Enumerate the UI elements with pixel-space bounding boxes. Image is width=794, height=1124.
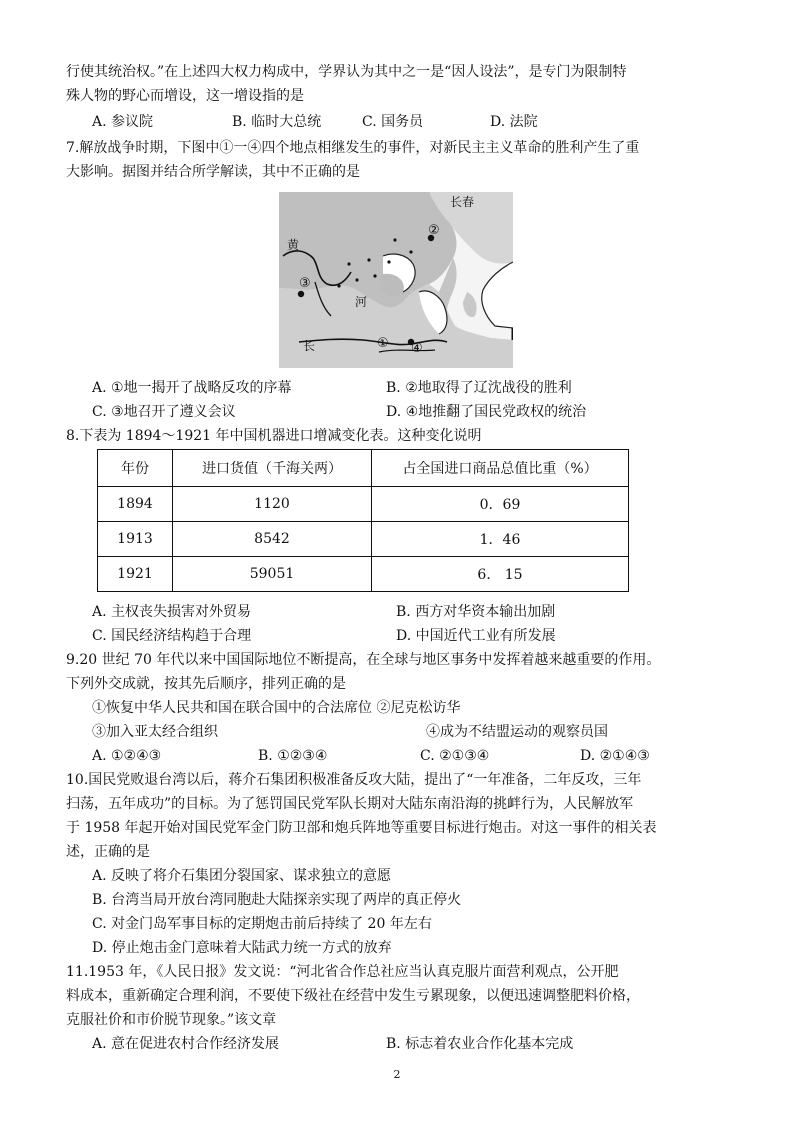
q11-option-b: B. 标志着农业合作化基本完成 bbox=[386, 1036, 574, 1052]
table-cell: 59051 bbox=[173, 557, 372, 592]
q10-option-d: D. 停止炮击金门意味着大陆武力统一方式的放弃 bbox=[92, 940, 392, 956]
q7-text-line-1: 7.解放战争时期，下图中①一④四个地点相继发生的事件，对新民主主义革命的胜利产生了重 bbox=[66, 140, 640, 156]
q9-text-line-2: 下列外交成就，按其先后顺序，排列正确的是 bbox=[66, 676, 346, 692]
table-header-value: 进口货值（千海关两） bbox=[173, 450, 372, 487]
q11-text-line-2: 料成本，重新确定合理利润，不要使下级社在经营中发生亏累现象，以便迅速调整肥料价格， bbox=[66, 988, 640, 1004]
q10-option-b: B. 台湾当局开放台湾同胞赴大陆探亲实现了两岸的真正停火 bbox=[92, 892, 462, 908]
table-cell: 8542 bbox=[173, 522, 372, 557]
q8-option-c: C. 国民经济结构趋于合理 bbox=[92, 628, 252, 644]
table-cell: 1913 bbox=[98, 522, 173, 557]
q9-item-4: ④成为不结盟运动的观察员国 bbox=[426, 724, 608, 740]
map-label-he: 河 bbox=[355, 295, 368, 309]
q11-option-a: A. 意在促进农村合作经济发展 bbox=[92, 1036, 280, 1052]
q7-option-c: C. ③地召开了遵义会议 bbox=[92, 404, 236, 420]
q8-option-d: D. 中国近代工业有所发展 bbox=[396, 628, 556, 644]
q9-option-a: A. ①②④③ bbox=[92, 748, 162, 764]
table-header-row bbox=[98, 450, 629, 487]
q7-option-b: B. ②地取得了辽沈战役的胜利 bbox=[386, 380, 572, 396]
q8-text: 8.下表为 1894～1921 年中国机器进口增减变化表。这种变化说明 bbox=[66, 428, 482, 444]
machinery-import-table bbox=[97, 449, 629, 592]
table-header-share: 占全国进口商品总值比重（%） bbox=[372, 450, 629, 487]
map-label-changchun: 长春 bbox=[450, 195, 475, 209]
table-row bbox=[98, 487, 629, 522]
q11-text-line-3: 克服社价和市价脱节现象。”该文章 bbox=[66, 1012, 277, 1028]
table-header-year: 年份 bbox=[98, 450, 173, 487]
table-cell: 1120 bbox=[173, 487, 372, 522]
table-cell: 6． 15 bbox=[372, 557, 629, 592]
q6-option-c: C. 国务员 bbox=[362, 114, 424, 130]
map-label-huang: 黄 bbox=[287, 238, 300, 252]
q10-text-line-3: 于 1958 年起开始对国民党军金门防卫部和炮兵阵地等重要目标进行炮击。对这一事件的相关表 bbox=[66, 820, 657, 836]
q10-text-line-1: 10.国民党败退台湾以后，蒋介石集团积极准备反攻大陆，提出了“一年准备，二年反攻，三年 bbox=[66, 772, 642, 788]
table-cell: 1．46 bbox=[372, 522, 629, 557]
map-label-chang: 长 bbox=[303, 339, 316, 353]
q9-item-1-2: ①恢复中华人民共和国在联合国中的合法席位 ②尼克松访华 bbox=[92, 700, 461, 716]
q8-option-a: A. 主权丧失损害对外贸易 bbox=[92, 604, 252, 620]
civil-war-map bbox=[279, 192, 513, 368]
q10-option-a: A. 反映了将介石集团分裂国家、谋求独立的意愿 bbox=[92, 868, 392, 884]
q11-text-line-1: 11.1953 年，《人民日报》发文说：“河北省合作总社应当认真克服片面营利观点，公开肥 bbox=[66, 964, 619, 980]
q9-option-b: B. ①②③④ bbox=[258, 748, 328, 764]
table-cell: 1894 bbox=[98, 487, 173, 522]
map-marker-4: ④ bbox=[411, 341, 423, 356]
table-cell: 1921 bbox=[98, 557, 173, 592]
q6-option-b: B. 临时大总统 bbox=[232, 114, 322, 130]
q9-option-d: D. ②①④③ bbox=[580, 748, 650, 764]
q7-option-a: A. ①地一揭开了战略反攻的序幕 bbox=[92, 380, 292, 396]
table-cell: 0．69 bbox=[372, 487, 629, 522]
q10-option-c: C. 对金门岛军事目标的定期炮击前后持续了 20 年左右 bbox=[92, 916, 432, 932]
map-marker-2: ② bbox=[428, 223, 440, 238]
q10-text-line-2: 扫荡，五年成功”的目标。为了惩罚国民党军队长期对大陆东南沿海的挑衅行为，人民解放军 bbox=[66, 796, 634, 812]
q10-text-line-4: 述，正确的是 bbox=[66, 844, 150, 860]
table-row bbox=[98, 557, 629, 592]
q7-option-d: D. ④地推翻了国民党政权的统治 bbox=[386, 404, 587, 420]
q9-text-line-1: 9.20 世纪 70 年代以来中国国际地位不断提高，在全球与地区事务中发挥着越来越重要的作用。 bbox=[66, 652, 661, 668]
q6-option-a: A. 参议院 bbox=[92, 114, 154, 130]
q6-option-d: D. 法院 bbox=[490, 114, 538, 130]
map-marker-3: ③ bbox=[299, 276, 311, 291]
q6-text-line-1: 行使其统治权。”在上述四大权力构成中，学界认为其中之一是“因人设法”，是专门为限制特 bbox=[66, 64, 627, 80]
q9-option-c: C. ②①③④ bbox=[420, 748, 490, 764]
q8-option-b: B. 西方对华资本输出加剧 bbox=[396, 604, 556, 620]
page-number: 2 bbox=[393, 1068, 401, 1081]
q7-text-line-2: 大影响。据图并结合所学解读，其中不正确的是 bbox=[66, 164, 360, 180]
map-marker-1: ① bbox=[377, 336, 389, 351]
table-row bbox=[98, 522, 629, 557]
q9-item-3: ③加入亚太经合组织 bbox=[92, 724, 218, 740]
q6-text-line-2: 殊人物的野心而增设，这一增设指的是 bbox=[66, 88, 304, 104]
